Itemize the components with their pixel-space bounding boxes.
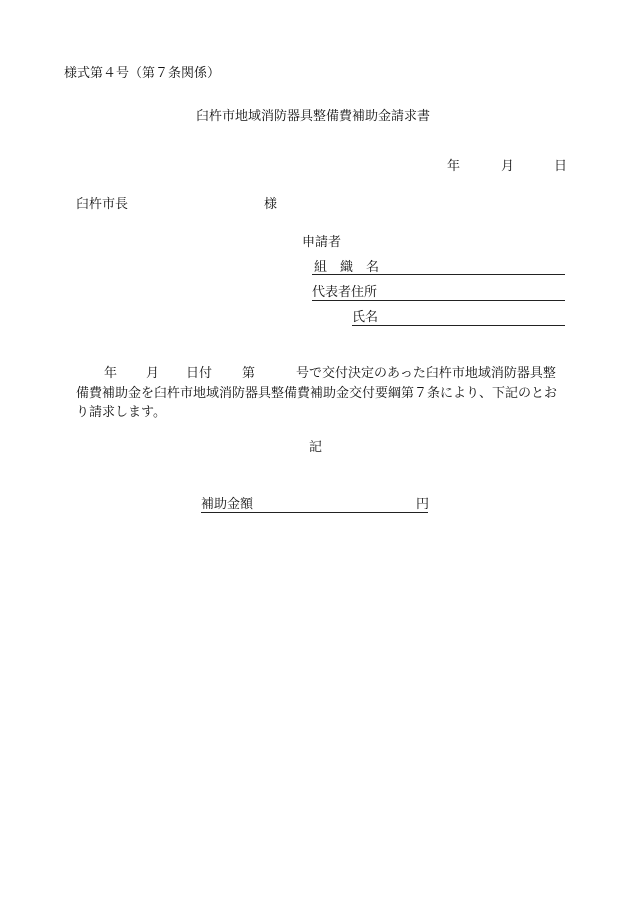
addressee-name: 臼杵市長: [76, 197, 129, 212]
org-name-field[interactable]: [312, 274, 565, 275]
applicant-heading: 申請者: [302, 235, 342, 250]
org-name-label: 組 織 名: [314, 260, 380, 275]
document-title: 臼杵市地域消防器具整備費補助金請求書: [196, 109, 431, 124]
date-month-label: 月: [501, 159, 515, 174]
amount-unit: 円: [416, 497, 430, 512]
body-line3: り請求します。: [76, 405, 166, 420]
date-day-label: 日: [554, 159, 568, 174]
body-date-day: 日付: [186, 366, 213, 381]
name-label: 氏名: [352, 310, 379, 325]
date-year-label: 年: [447, 159, 461, 174]
name-field[interactable]: [352, 325, 565, 326]
body-line2: 備費補助金を臼杵市地域消防器具整備費補助金交付要綱第７条により、下記のとお: [76, 386, 558, 401]
body-line1-rest: 号で交付決定のあった臼杵市地域消防器具整: [296, 366, 556, 381]
form-number: 様式第４号（第７条関係）: [64, 66, 221, 81]
body-date-year: 年: [104, 366, 118, 381]
body-number-prefix: 第: [242, 366, 256, 381]
body-date-month: 月: [146, 366, 160, 381]
rep-address-label: 代表者住所: [312, 285, 378, 300]
ki-marker: 記: [309, 440, 323, 455]
rep-address-field[interactable]: [312, 300, 565, 301]
addressee-honorific: 様: [264, 197, 278, 212]
amount-label: 補助金額: [201, 497, 254, 512]
amount-field[interactable]: [201, 512, 428, 513]
